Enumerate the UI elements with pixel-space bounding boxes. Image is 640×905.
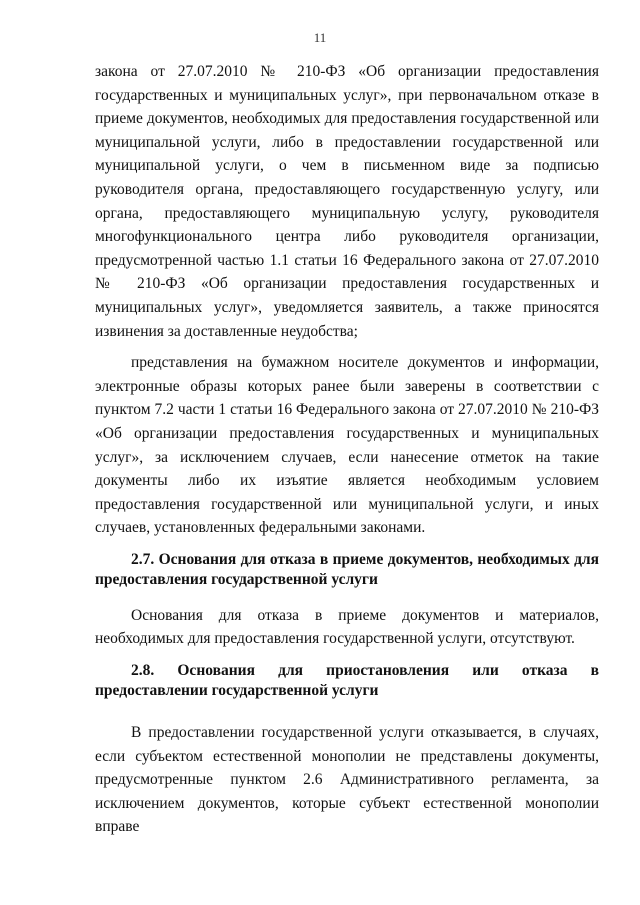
page-number: 11 <box>313 30 327 45</box>
section-heading-2-8: 2.8. Основания для приостановления или отказа в предоставлении государственной услуги <box>95 662 599 700</box>
paragraph-no-grounds: Основания для отказа в приеме документов и материалов, необходимых для предоставления государственной услуги, отсутствуют. <box>95 606 599 648</box>
paragraph-refusal-cases: В предоставлении государственной услуги отказывается, в случаях, если субъектом естественной монополии не представлены документы, предусмотренные пунктом 2.6 Административного регламента, за исключением документов, которые субъект естественной монополии вправе <box>95 724 599 836</box>
document-body <box>95 60 599 839</box>
paragraph-paper-documents: представления на бумажном носителе документов и информации, электронные образы которых ранее были заверены в соответствии с пунктом 7.2 части 1 статьи 16 Федерального закона от 27.07.2010 № 210-ФЗ «Об организации предоставления государственных и муниципальных услуг», за исключением случаев, если нанесение отметок на такие документы либо их изъятие является необходимым условием предоставления государственной или муниципальной услуги, и иных случаев, установленных федеральными законами. <box>95 354 599 537</box>
paragraph-refusal-notification: закона от 27.07.2010 № 210-ФЗ «Об организации предоставления государственных и муниципальных услуг», при первоначальном отказе в приеме документов, необходимых для предоставления государственной или муниципальной услуги, либо в предоставлении государственной или муниципальной услуги, о чем в письменном виде за подписью руководителя органа, предоставляющего государственную услугу, или органа, предоставляющего муниципальную услугу, руководителя многофункционального центра либо руководителя организации, предусмотренной частью 1.1 статьи 16 Федерального закона от 27.07.2010 № 210-ФЗ «Об организации предоставления государственных и муниципальных услуг», уведомляется заявитель, а также приносятся извинения за доставленные неудобства; <box>95 63 599 340</box>
section-heading-2-7: 2.7. Основания для отказа в приеме документов, необходимых для предоставления государственной услуги <box>95 550 599 588</box>
